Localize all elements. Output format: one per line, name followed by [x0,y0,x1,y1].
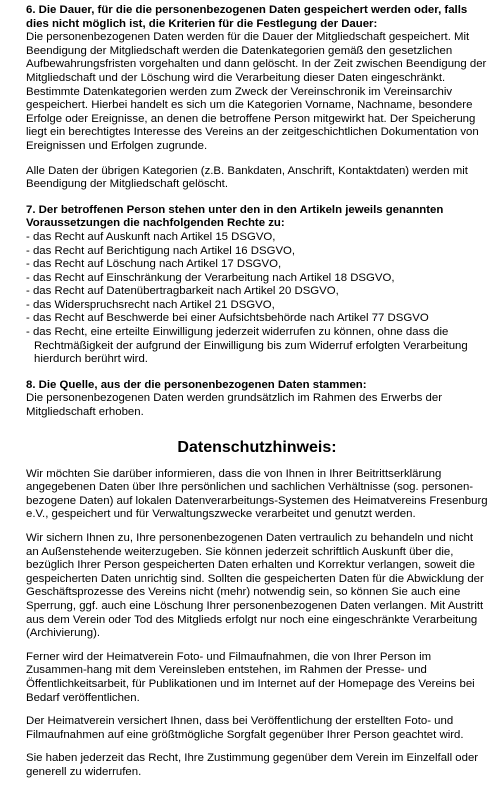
notice-paragraph: Der Heimatverein versichert Ihnen, dass bei Veröffentlichung der erstellten Foto- und Filmaufnahmen auf eine größtmögliche Sorgfalt gegenüber Ihrer Person geachtet wird. [26,715,464,741]
rights-item: - das Widerspruchsrecht nach Artikel 21 DSGVO, [26,298,275,311]
rights-item: - das Recht auf Beschwerde bei einer Aufsichtsbehörde nach Artikel 77 DSGVO [26,312,429,325]
section-6 [26,4,488,192]
section-8-heading: 8. Die Quelle, aus der die personenbezogenen Daten stammen: [26,378,367,391]
rights-item: - das Recht auf Löschung nach Artikel 17 DSGVO, [26,258,282,271]
notice-paragraph: Sie haben jederzeit das Recht, Ihre Zustimmung gegenüber dem Verein im Einzelfall oder generell zu widerrufen. [26,752,479,778]
section-6-body-2: Alle Daten der übrigen Kategorien (z.B. Bankdaten, Anschrift, Kontaktdaten) werden mit Beendigung der Mitgliedschaft gelöscht. [26,164,468,191]
rights-item: - das Recht auf Datenübertragbarkeit nach Artikel 20 DSGVO, [26,285,339,298]
rights-list [26,231,488,367]
document-page [26,4,488,790]
privacy-notice-title: Datenschutzhinweis: [177,438,337,456]
section-8-body: Die personenbezogenen Daten werden grundsätzlich im Rahmen des Erwerbs der Mitgliedschaft erhoben. [26,392,442,419]
rights-item: - das Recht auf Einschränkung der Verarbeitung nach Artikel 18 DSGVO, [26,271,395,284]
section-6-body: Die personenbezogenen Daten werden für die Dauer der Mitgliedschaft gespeichert. Mit Beendigung der Mitgliedschaft werden die Datenkategorien gemäß den gesetzlichen Aufbewahrungsfristen vorgehalten und dann gelöscht. In der Zeit zwischen Beendigung der Mitgliedschaft und der Löschung wird die Verarbeitung dieser Daten eingeschränkt. Bestimmte Datenkategorien werden zum Zweck der Vereinschronik im Vereinsarchiv gespeichert. Hierbei handelt es sich um die Kategorien Vorname, Nachname, besondere Erfolge oder Ereignisse, an denen die betroffene Person mitgewirkt hat. Der Speicherung liegt ein berechtigtes Interesse des Vereins an der zeitgeschichtlichen Dokumentation von Ereignissen und Erfolgen zugrunde. [26,31,487,152]
privacy-notice [26,438,488,780]
rights-item: - das Recht auf Auskunft nach Artikel 15 DSGVO, [26,230,276,243]
rights-item: - das Recht, eine erteilte Einwilligung jederzeit widerrufen zu können, ohne dass die Rechtmäßigkeit der aufgrund der Einwilligung bis zum Widerruf erfolgten Verarbeitung hierdurch berührt wird. [26,326,468,366]
section-7-heading: 7. Der betroffenen Person stehen unter den in den Artikeln jeweils genannten Voraussetzungen die nachfolgenden Rechte zu: [26,203,444,230]
notice-paragraph: Wir möchten Sie darüber informieren, dass die von Ihnen in Ihrer Beitrittserklärung angegebenen Daten über Ihre persönlichen und sachlichen Verhältnisse (sog. personen-bezogene Daten) auf lokalen Datenverarbeitungs-Systemen des Heimatvereins Fresenburg e.V., gespeichert und für Verwaltungszwecke verarbeitet und genutzt werden. [26,467,488,521]
section-6-heading: 6. Die Dauer, für die die personenbezogenen Daten gespeichert werden oder, falls dies nicht möglich ist, die Kriterien für die Festlegung der Dauer: [26,4,468,30]
notice-paragraph: Wir sichern Ihnen zu, Ihre personenbezogenen Daten vertraulich zu behandeln und nicht an Außenstehende weiterzugeben. Sie können jederzeit schriftlich Auskunft über die, bezüglich Ihrer Person gespeicherten Daten erhalten und Korrektur verlangen, soweit die gespeicherten Daten unrichtig sind. Sollten die gespeicherten Daten für die Abwicklung der Geschäftsprozesse des Vereins nicht (mehr) notwendig sein, so können Sie auch eine Sperrung, ggf. auch eine Löschung Ihrer personenbezogenen Daten verlangen. Mit Austritt aus dem Verein oder Tod des Mitglieds erfolgt nur noch eine eingeschränkte Verarbeitung (Archivierung). [26,532,484,640]
rights-item: - das Recht auf Berichtigung nach Artikel 16 DSGVO, [26,244,296,257]
notice-paragraph: Ferner wird der Heimatverein Foto- und Filmaufnahmen, die von Ihrer Person im Zusammen-hang mit dem Vereinsleben entstehen, im Rahmen der Presse- und Öffentlichkeitsarbeit, für Publikationen und im Internet auf der Homepage des Vereins bei Bedarf veröffentlichen. [26,650,475,704]
section-8 [26,379,488,420]
section-7 [26,204,488,367]
